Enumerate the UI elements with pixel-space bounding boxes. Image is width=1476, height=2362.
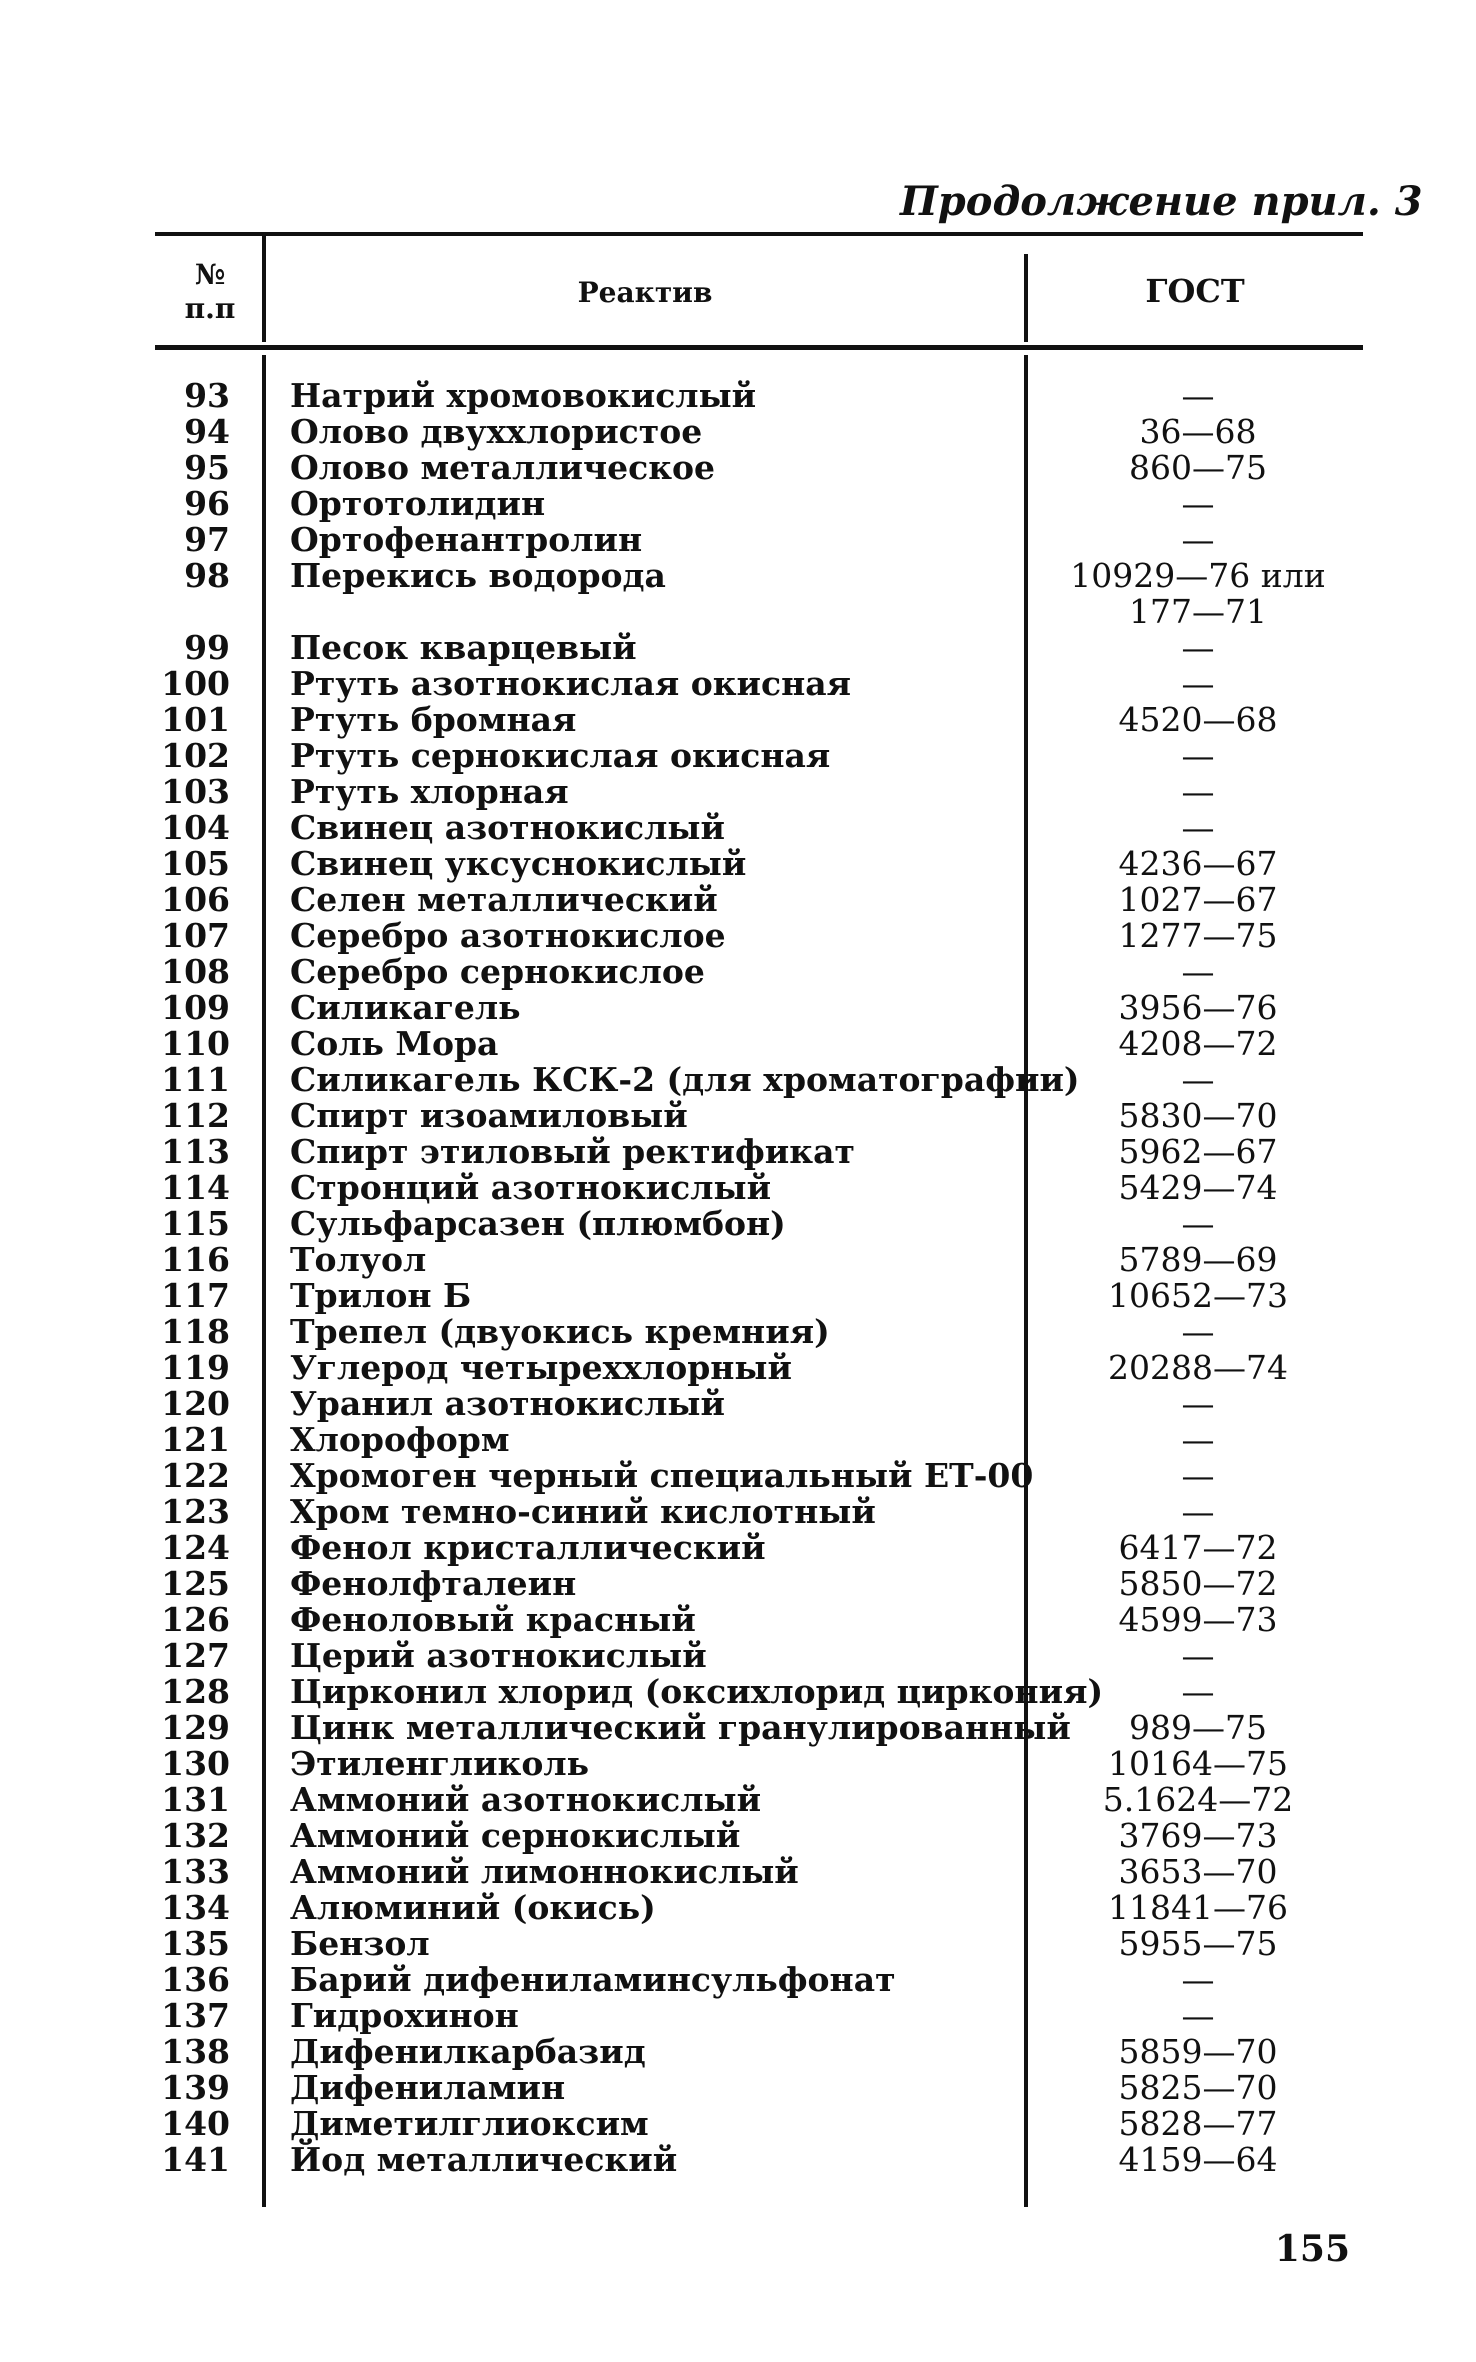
reagent-name: Гидрохинон xyxy=(290,1996,519,2035)
reagent-name: Свинец уксуснокислый xyxy=(290,844,747,883)
gost-code: 4520—68 xyxy=(1118,700,1278,739)
row-number: 131 xyxy=(161,1780,230,1819)
table-row xyxy=(0,1026,1476,1062)
table-row xyxy=(0,1458,1476,1494)
gost-code: 5830—70 xyxy=(1118,1096,1278,1135)
row-number: 132 xyxy=(161,1816,230,1855)
reagent-name: Спирт изоамиловый xyxy=(290,1096,688,1135)
reagent-name: Ртуть сернокислая окисная xyxy=(290,736,831,775)
gost-code: — xyxy=(1181,376,1215,415)
table-row xyxy=(0,990,1476,1026)
row-number: 117 xyxy=(161,1276,230,1315)
table-row xyxy=(0,1134,1476,1170)
gost-code: 11841—76 xyxy=(1108,1888,1288,1927)
row-number: 128 xyxy=(161,1672,230,1711)
reagent-name: Алюминий (окись) xyxy=(290,1888,656,1927)
row-number: 104 xyxy=(161,808,230,847)
reagent-name: Диметилглиоксим xyxy=(290,2104,649,2143)
gost-code: 6417—72 xyxy=(1118,1528,1278,1567)
header-divider-left xyxy=(262,234,266,342)
reagent-name: Бензол xyxy=(290,1924,430,1963)
reagent-name: Хлороформ xyxy=(290,1420,510,1459)
reagent-name: Йод металлический xyxy=(290,2140,678,2179)
gost-code: 3653—70 xyxy=(1118,1852,1278,1891)
row-number: 95 xyxy=(184,448,230,487)
table-row xyxy=(0,1926,1476,1962)
gost-code: — xyxy=(1181,808,1215,847)
gost-code: 10929—76 или 177—71 xyxy=(1070,556,1326,631)
table-body xyxy=(0,378,1476,2178)
row-number: 124 xyxy=(161,1528,230,1567)
table-row xyxy=(0,2142,1476,2178)
reagent-name: Селен металлический xyxy=(290,880,718,919)
reagent-name: Дифенилкарбазид xyxy=(290,2032,646,2071)
gost-code: 5825—70 xyxy=(1118,2068,1278,2107)
table-row xyxy=(0,810,1476,846)
gost-code: 5955—75 xyxy=(1118,1924,1278,1963)
row-number: 96 xyxy=(184,484,230,523)
reagent-name: Аммоний сернокислый xyxy=(290,1816,741,1855)
gost-code: — xyxy=(1181,772,1215,811)
gost-code: — xyxy=(1181,484,1215,523)
gost-code: 5850—72 xyxy=(1118,1564,1278,1603)
reagent-name: Перекись водорода xyxy=(290,556,666,595)
row-number: 108 xyxy=(161,952,230,991)
row-number: 139 xyxy=(161,2068,230,2107)
row-number: 118 xyxy=(161,1312,230,1351)
table-row xyxy=(0,1242,1476,1278)
row-number: 103 xyxy=(161,772,230,811)
reagent-name: Песок кварцевый xyxy=(290,628,637,667)
table-row xyxy=(0,702,1476,738)
gost-code: 4599—73 xyxy=(1118,1600,1278,1639)
table-row xyxy=(0,1998,1476,2034)
row-number: 133 xyxy=(161,1852,230,1891)
reagent-name: Барий дифениламинсульфонат xyxy=(290,1960,896,1999)
row-number: 119 xyxy=(161,1348,230,1387)
reagent-name: Феноловый красный xyxy=(290,1600,696,1639)
table-row xyxy=(0,1746,1476,1782)
row-number: 125 xyxy=(161,1564,230,1603)
column-header-num: № п.п xyxy=(184,258,236,325)
gost-code: — xyxy=(1181,1312,1215,1351)
table-row xyxy=(0,2106,1476,2142)
reagent-name: Этиленгликоль xyxy=(290,1744,590,1783)
gost-code: 989—75 xyxy=(1129,1708,1267,1747)
gost-code: 1027—67 xyxy=(1118,880,1278,919)
gost-code: — xyxy=(1181,520,1215,559)
table-row xyxy=(0,630,1476,666)
table-header-rule xyxy=(155,345,1363,350)
reagent-name: Цирконил хлорид (оксихлорид циркония) xyxy=(290,1672,1104,1711)
table-row xyxy=(0,1386,1476,1422)
table-row xyxy=(0,1314,1476,1350)
reagent-name: Олово металлическое xyxy=(290,448,716,487)
reagent-name: Хромоген черный специальный ЕТ-00 xyxy=(290,1456,1034,1495)
gost-code: — xyxy=(1181,1636,1215,1675)
row-number: 106 xyxy=(161,880,230,919)
row-number: 140 xyxy=(161,2104,230,2143)
row-number: 115 xyxy=(161,1204,230,1243)
row-number: 127 xyxy=(161,1636,230,1675)
row-number: 126 xyxy=(161,1600,230,1639)
reagent-name: Ртуть хлорная xyxy=(290,772,569,811)
table-row xyxy=(0,1638,1476,1674)
table-row xyxy=(0,1530,1476,1566)
table-row xyxy=(0,1170,1476,1206)
gost-code: 5962—67 xyxy=(1118,1132,1278,1171)
row-number: 130 xyxy=(161,1744,230,1783)
table-row xyxy=(0,774,1476,810)
reagent-name: Аммоний азотнокислый xyxy=(290,1780,762,1819)
reagent-name: Церий азотнокислый xyxy=(290,1636,707,1675)
page-number: 155 xyxy=(1274,2228,1350,2270)
gost-code: 5859—70 xyxy=(1118,2032,1278,2071)
reagent-name: Ртуть бромная xyxy=(290,700,577,739)
reagent-name: Цинк металлический гранулированный xyxy=(290,1708,1071,1747)
row-number: 101 xyxy=(161,700,230,739)
gost-code: 5828—77 xyxy=(1118,2104,1278,2143)
gost-code: — xyxy=(1181,1672,1215,1711)
reagent-name: Углерод четыреххлорный xyxy=(290,1348,792,1387)
row-number: 123 xyxy=(161,1492,230,1531)
table-row xyxy=(0,1782,1476,1818)
gost-code: — xyxy=(1181,1492,1215,1531)
reagent-name: Трилон Б xyxy=(290,1276,472,1315)
table-row xyxy=(0,1098,1476,1134)
reagent-name: Свинец азотнокислый xyxy=(290,808,725,847)
table-row xyxy=(0,846,1476,882)
reagent-name: Натрий хромовокислый xyxy=(290,376,757,415)
table-row xyxy=(0,450,1476,486)
table-row xyxy=(0,522,1476,558)
table-row xyxy=(0,738,1476,774)
header-divider-right xyxy=(1024,254,1028,342)
row-number: 109 xyxy=(161,988,230,1027)
gost-code: 5.1624—72 xyxy=(1102,1780,1294,1819)
table-row xyxy=(0,1566,1476,1602)
gost-code: — xyxy=(1181,1420,1215,1459)
gost-code: 4208—72 xyxy=(1118,1024,1278,1063)
row-number: 102 xyxy=(161,736,230,775)
gost-code: 3956—76 xyxy=(1118,988,1278,1027)
table-row xyxy=(0,378,1476,414)
reagent-name: Уранил азотнокислый xyxy=(290,1384,725,1423)
table-row xyxy=(0,1278,1476,1314)
gost-code: 3769—73 xyxy=(1118,1816,1278,1855)
reagent-name: Толуол xyxy=(290,1240,427,1279)
gost-code: — xyxy=(1181,628,1215,667)
reagent-name: Ортотолидин xyxy=(290,484,546,523)
table-top-rule xyxy=(155,232,1363,236)
table-row xyxy=(0,558,1476,630)
gost-code: — xyxy=(1181,1384,1215,1423)
gost-code: 5789—69 xyxy=(1118,1240,1278,1279)
gost-code: 1277—75 xyxy=(1118,916,1278,955)
gost-code: 10652—73 xyxy=(1108,1276,1288,1315)
gost-code: — xyxy=(1181,736,1215,775)
gost-code: 20288—74 xyxy=(1108,1348,1288,1387)
reagent-name: Ортофенантролин xyxy=(290,520,643,559)
row-number: 100 xyxy=(161,664,230,703)
row-number: 122 xyxy=(161,1456,230,1495)
row-number: 120 xyxy=(161,1384,230,1423)
column-header-gost: ГОСТ xyxy=(1145,272,1245,310)
table-row xyxy=(0,1494,1476,1530)
gost-code: 10164—75 xyxy=(1108,1744,1288,1783)
gost-code: — xyxy=(1181,1060,1215,1099)
reagent-name: Трепел (двуокись кремния) xyxy=(290,1312,830,1351)
row-number: 105 xyxy=(161,844,230,883)
reagent-name: Серебро азотнокислое xyxy=(290,916,726,955)
table-row xyxy=(0,954,1476,990)
row-number: 141 xyxy=(161,2140,230,2179)
table-row xyxy=(0,882,1476,918)
row-number: 107 xyxy=(161,916,230,955)
reagent-name: Дифениламин xyxy=(290,2068,566,2107)
reagent-name: Стронций азотнокислый xyxy=(290,1168,772,1207)
row-number: 98 xyxy=(184,556,230,595)
table-row xyxy=(0,1854,1476,1890)
table-row xyxy=(0,1890,1476,1926)
reagent-name: Сульфарсазен (плюмбон) xyxy=(290,1204,786,1243)
gost-code: 4236—67 xyxy=(1118,844,1278,883)
table-row xyxy=(0,1710,1476,1746)
row-number: 129 xyxy=(161,1708,230,1747)
row-number: 111 xyxy=(161,1060,230,1099)
column-header-reagent: Реактив xyxy=(577,276,713,309)
gost-code: 4159—64 xyxy=(1118,2140,1278,2179)
gost-code: — xyxy=(1181,664,1215,703)
row-number: 113 xyxy=(161,1132,230,1171)
gost-code: — xyxy=(1181,952,1215,991)
reagent-name: Силикагель КСК-2 (для хроматографии) xyxy=(290,1060,1080,1099)
table-row xyxy=(0,1602,1476,1638)
row-number: 121 xyxy=(161,1420,230,1459)
reagent-name: Фенол кристаллический xyxy=(290,1528,766,1567)
table-row xyxy=(0,666,1476,702)
reagent-name: Серебро сернокислое xyxy=(290,952,705,991)
row-number: 134 xyxy=(161,1888,230,1927)
table-row xyxy=(0,1422,1476,1458)
reagent-name: Хром темно-синий кислотный xyxy=(290,1492,876,1531)
row-number: 93 xyxy=(184,376,230,415)
gost-code: — xyxy=(1181,1996,1215,2035)
reagent-name: Соль Мора xyxy=(290,1024,499,1063)
table-row xyxy=(0,1818,1476,1854)
table-row xyxy=(0,1962,1476,1998)
row-number: 99 xyxy=(184,628,230,667)
gost-code: — xyxy=(1181,1204,1215,1243)
reagent-name: Олово двуххлористое xyxy=(290,412,703,451)
reagent-name: Спирт этиловый ректификат xyxy=(290,1132,855,1171)
row-number: 138 xyxy=(161,2032,230,2071)
row-number: 116 xyxy=(161,1240,230,1279)
continuation-header: Продолжение прил. 3 xyxy=(900,178,1423,225)
gost-code: — xyxy=(1181,1456,1215,1495)
row-number: 136 xyxy=(161,1960,230,1999)
table-row xyxy=(0,1206,1476,1242)
reagent-name: Аммоний лимоннокислый xyxy=(290,1852,799,1891)
table-row xyxy=(0,1350,1476,1386)
row-number: 110 xyxy=(161,1024,230,1063)
table-row xyxy=(0,1062,1476,1098)
table-row xyxy=(0,1674,1476,1710)
table-row xyxy=(0,2070,1476,2106)
row-number: 135 xyxy=(161,1924,230,1963)
row-number: 137 xyxy=(161,1996,230,2035)
table-row xyxy=(0,918,1476,954)
gost-code: 860—75 xyxy=(1129,448,1267,487)
gost-code: 36—68 xyxy=(1139,412,1257,451)
reagent-name: Ртуть азотнокислая окисная xyxy=(290,664,852,703)
gost-code: 5429—74 xyxy=(1118,1168,1278,1207)
row-number: 94 xyxy=(184,412,230,451)
table-row xyxy=(0,2034,1476,2070)
row-number: 97 xyxy=(184,520,230,559)
reagent-name: Силикагель xyxy=(290,988,521,1027)
gost-code: — xyxy=(1181,1960,1215,1999)
reagent-name: Фенолфталеин xyxy=(290,1564,577,1603)
table-row xyxy=(0,414,1476,450)
table-row xyxy=(0,486,1476,522)
row-number: 112 xyxy=(161,1096,230,1135)
row-number: 114 xyxy=(161,1168,230,1207)
